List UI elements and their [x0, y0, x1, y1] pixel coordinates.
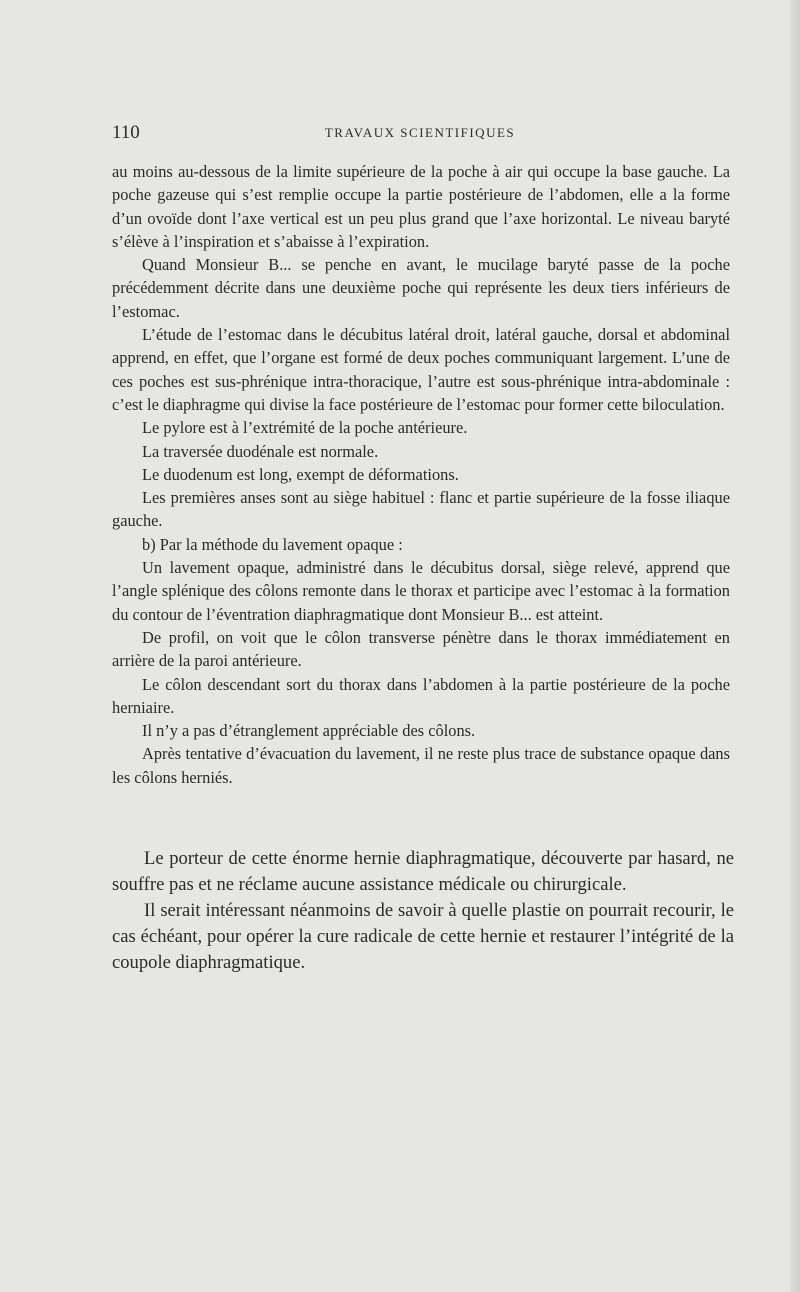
paragraph: De profil, on voit que le côlon transverse pénètre dans le thorax immédiatement en arrière de la paroi antérieure. [112, 627, 730, 671]
paragraph: Le pylore est à l’extrémité de la poche antérieure. [142, 418, 468, 438]
running-head: TRAVAUX SCIENTIFIQUES [324, 125, 516, 140]
paragraph: La traversée duodénale est normale. [142, 441, 379, 461]
paragraph: Il n’y a pas d’étranglement appréciable des côlons. [142, 721, 476, 741]
paragraph-continuation: au moins au-dessous de la limite supérieure de la poche à air qui occupe la base gauche. La poche gazeuse qui s’est remplie occupe la partie postérieure de l’abdomen, elle a la forme d’un ovoïde dont l’axe vertical est un peu plus grand que l’axe horizontal. Le niveau baryté s’élève à l’inspiration et s’abaisse à l’expiration. [112, 162, 730, 251]
paragraph: Les premières anses sont au siège habituel : flanc et partie supérieure de la fosse iliaque gauche. [112, 488, 730, 531]
body-text [112, 160, 730, 789]
paragraph: Quand Monsieur B... se penche en avant, le mucilage baryté passe de la poche précédemment décrite dans une deuxième poche qui représente les deux tiers inférieurs de l’estomac. [112, 255, 730, 321]
page-edge-shadow [790, 0, 800, 1292]
conclusion-paragraph: Il serait intéressant néanmoins de savoir à quelle plastie on pourrait recourir, le cas échéant, pour opérer la cure radicale de cette hernie et restaurer l’intégrité de la coupole diaphragmatique. [112, 900, 734, 973]
paragraph: Un lavement opaque, administré dans le décubitus dorsal, siège relevé, apprend que l’angle splénique des côlons remonte dans le thorax et participe avec l’estomac à la formation du contour de l’éventration diaphragmatique dont Monsieur B... est atteint. [112, 558, 730, 624]
paragraph: Le duodenum est long, exempt de déformations. [142, 464, 459, 484]
page-number: 110 [112, 122, 140, 143]
paragraph: L’étude de l’estomac dans le décubitus latéral droit, latéral gauche, dorsal et abdominal apprend, en effet, que l’organe est formé de deux poches communiquant largement. L’une de ces poches est sus-phrénique intra-thoracique, l’autre est sous-phrénique intra-abdominale : c’est le diaphragme qui divise la face postérieure de l’estomac pour former cette biloculation. [112, 325, 730, 414]
conclusion-text [112, 846, 734, 976]
paragraph: Le côlon descendant sort du thorax dans l’abdomen à la partie postérieure de la poche herniaire. [112, 674, 730, 717]
paragraph: Après tentative d’évacuation du lavement, il ne reste plus trace de substance opaque dans les côlons herniés. [112, 744, 730, 787]
conclusion-paragraph: Le porteur de cette énorme hernie diaphragmatique, découverte par hasard, ne souffre pas et ne réclame aucune assistance médicale ou chirurgicale. [112, 848, 734, 895]
section-subheading: b) Par la méthode du lavement opaque : [142, 534, 403, 554]
page-header [112, 122, 728, 146]
